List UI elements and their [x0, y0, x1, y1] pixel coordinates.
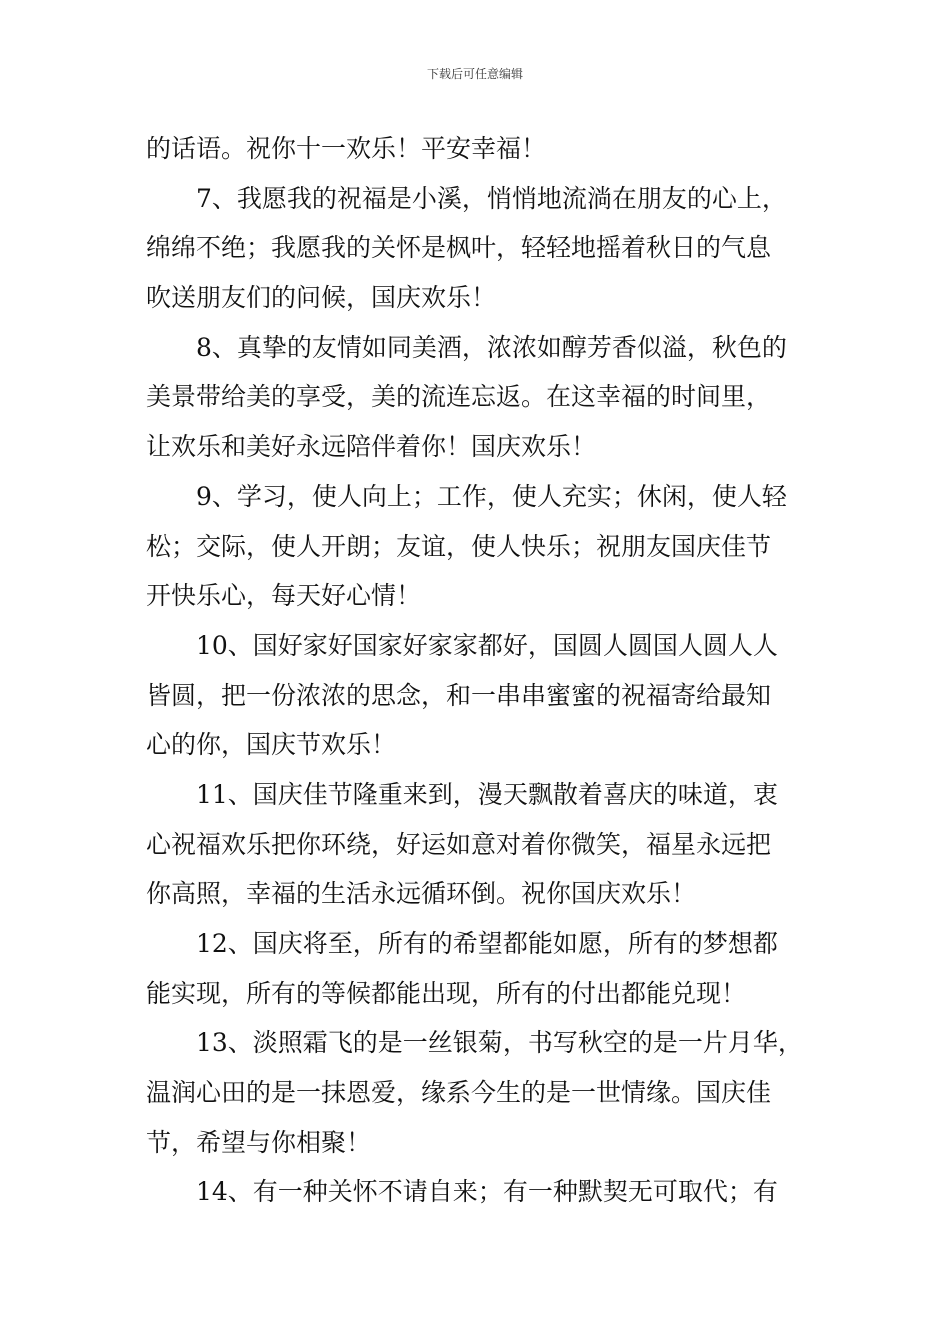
text-line: 你高照，幸福的生活永远循环倒。祝你国庆欢乐！ — [146, 879, 697, 909]
paragraph-9-start: 9、学习，使人向上；工作，使人充实；休闲，使人轻 — [196, 481, 787, 511]
text-line: 的话语。祝你十一欢乐！平安幸福！ — [146, 134, 547, 163]
text-line: 绵绵不绝；我愿我的关怀是枫叶，轻轻地摇着秋日的气息 — [146, 233, 772, 263]
document-body — [146, 124, 810, 1217]
text-line: 开快乐心，每天好心情！ — [146, 581, 422, 611]
paragraph-13-start: 13、淡照霜飞的是一丝银菊，书写秋空的是一片月华， — [196, 1028, 803, 1058]
text-line: 松；交际，使人开朗；友谊，使人快乐；祝朋友国庆佳节 — [146, 531, 772, 561]
text-line: 心祝福欢乐把你环绕，好运如意对着你微笑，福星永远把 — [146, 829, 772, 859]
text-line: 温润心田的是一抹恩爱，缘系今生的是一世情缘。国庆佳 — [146, 1078, 772, 1108]
page-header: 下载后可任意编辑 — [426, 67, 523, 81]
text-line: 让欢乐和美好永远陪伴着你！国庆欢乐！ — [146, 432, 597, 462]
text-line: 皆圆，把一份浓浓的思念，和一串串蜜蜜的祝福寄给最知 — [146, 680, 772, 710]
text-line: 心的你，国庆节欢乐！ — [146, 730, 397, 760]
text-line: 能实现，所有的等候都能出现，所有的付出都能兑现！ — [146, 978, 747, 1008]
paragraph-8-start: 8、真挚的友情如同美酒，浓浓如醇芳香似溢，秋色的 — [196, 332, 787, 362]
paragraph-11-start: 11、国庆佳节隆重来到，漫天飘散着喜庆的味道，衷 — [196, 779, 778, 809]
paragraph-12-start: 12、国庆将至，所有的希望都能如愿，所有的梦想都 — [196, 929, 778, 958]
text-line: 节，希望与你相聚！ — [146, 1127, 372, 1157]
text-line: 吹送朋友们的问候，国庆欢乐！ — [146, 283, 497, 313]
paragraph-14-start: 14、有一种关怀不请自来；有一种默契无可取代；有 — [196, 1177, 778, 1207]
paragraph-10-start: 10、国好家好国家好家家都好，国圆人圆国人圆人人 — [196, 630, 778, 660]
paragraph-7-start: 7、我愿我的祝福是小溪，悄悄地流淌在朋友的心上， — [196, 183, 787, 213]
text-line: 美景带给美的享受，美的流连忘返。在这幸福的时间里， — [146, 382, 772, 412]
